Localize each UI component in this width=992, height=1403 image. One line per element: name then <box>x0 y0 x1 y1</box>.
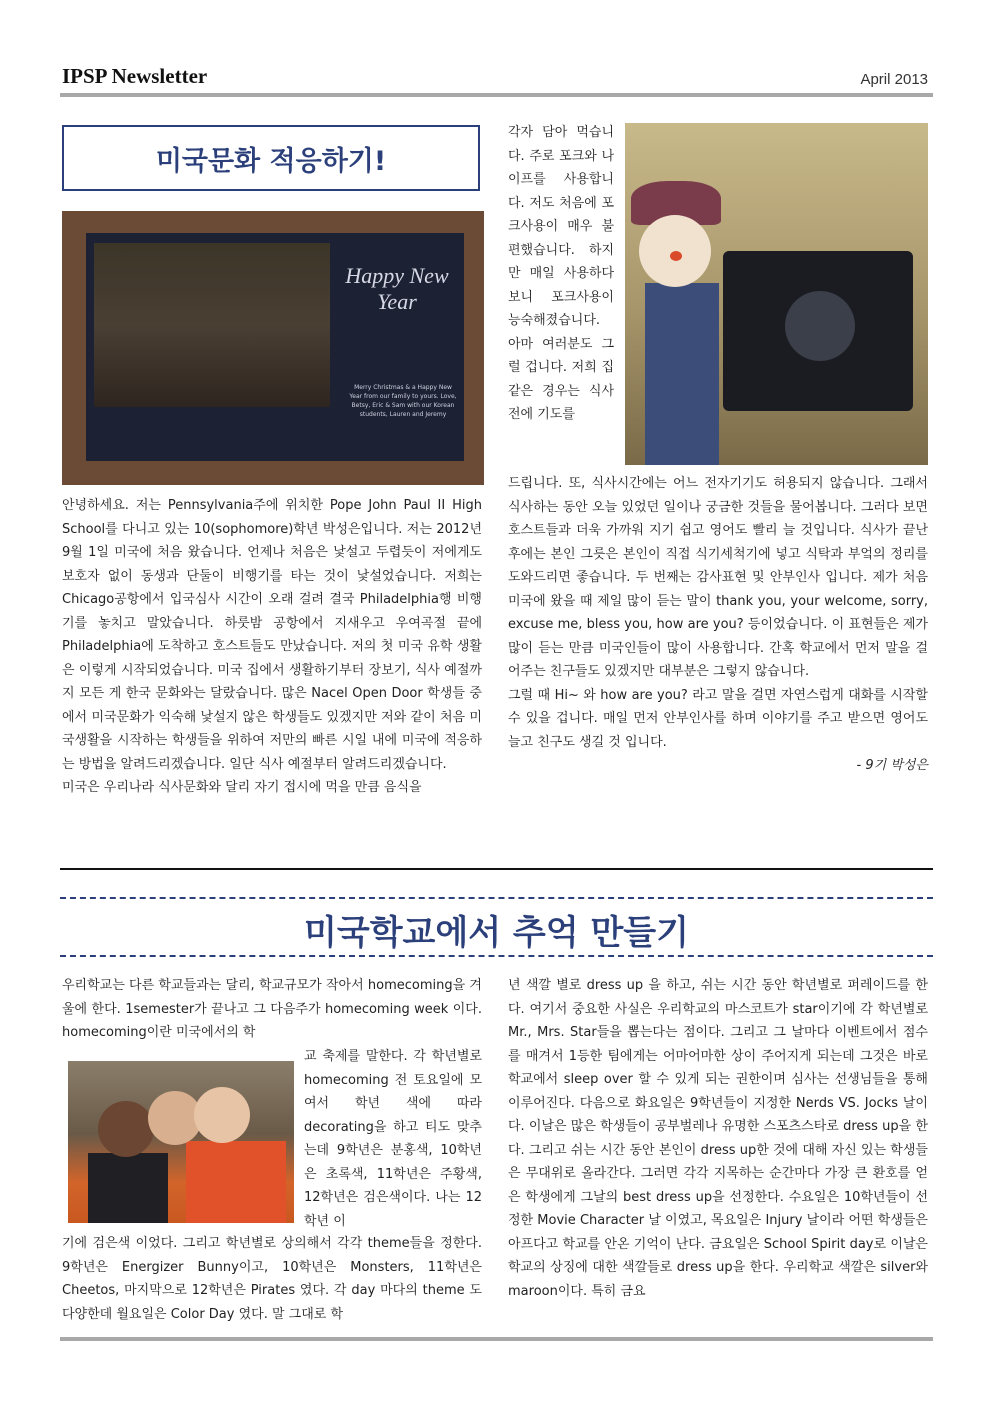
article2-col1-wrap: 교 축제를 말한다. 각 학년별로 homecoming 전 토요일에 모여서 학년 색에 따라 decorating을 하고 티도 맞추는데 9학년은 분홍색, 10학년은 초록색, 11학년은 주황색, 12학년은 검은색이다. 나는 12학년 이 <box>304 1049 482 1229</box>
article1-narrow-column: 각자 담아 먹습니다. 주로 포크와 나이프를 사용합니다. 저도 처음에 포크사용이 매우 불편했습니다. 하지만 매일 사용하다 보니 포크사용이 능숙해졌습니다. 아마 여러분도 그럴 겁니다. 저희 집 같은 경우는 식사 전에 기도를 <box>508 125 614 422</box>
student-shirt-orange <box>186 1141 286 1223</box>
article1-signature: - 9기 박성은 <box>856 758 928 773</box>
black-container <box>723 251 913 411</box>
card-greeting: Happy New Year <box>345 263 449 314</box>
container-window <box>785 291 855 361</box>
family-photo <box>94 243 330 407</box>
article1-col1-end: 미국은 우리나라 식사문화와 달리 자기 접시에 먹을 만큼 음식을 <box>62 780 422 795</box>
title-rule-top <box>60 897 933 899</box>
article1-col1-text: 안녕하세요. 저는 Pennsylvania주에 위치한 Pope John Paul II High School를 다니고 있는 10(sophomore)학년 박성은입니다. 저는 2012년 9월 1일 미국에 처음 왔습니다. 언제나 처음은 낯설고 두렵듯이 저에게도 보호자 없이 동생과 단둘이 비행기를 타는 것이 낯설었습니다. 저희는 Chicago공항에서 입국심사 시간이 오래 걸려 결국 Philadelphia행 비행기를 놓치고 말았습니다. 하룻밤 공항에서 지새우고 우여곡절 끝에 Philadelphia에 도착하고 호스트들도 만났습니다. 저의 첫 미국 유학 생활은 이렇게 시작되었습니다. 미국 집에서 생활하기부터 장보기, 식사 예절까지 모든 게 한국 문화와는 달랐습니다. 많은 Nacel Open Door 학생들 중에서 미국문화가 익숙해 낯설지 않은 학생들도 있겠지만 저와 같이 처음 미국생활을 시작하는 학생들을 위하여 저만의 빠른 시일 내에 미국에 적응하는 방법을 알려드리겠습니다. 일단 식사 예절부터 알려드리겠습니다. <box>62 498 482 772</box>
article-title-school: 미국학교에서 추억 만들기 <box>304 913 689 953</box>
issue-date: April 2013 <box>860 71 928 88</box>
scarecrow-body <box>645 283 719 465</box>
article1-col2-p2: 그럴 때 Hi~ 와 how are you? 라고 말을 걸면 자연스럽게 대화를 시작할 수 있을 겁니다. 매일 먼저 안부인사를 하며 이야기를 주고 받으면 영어도 늘고 친구도 생길 것 입니다. <box>508 687 928 750</box>
student-face <box>194 1087 250 1143</box>
students-photo <box>68 1061 294 1223</box>
article2-column2: 년 색깔 별로 dress up 을 하고, 쉬는 시간 동안 학년별로 퍼레이드를 한다. 여기서 중요한 사실은 우리학교의 마스코트가 star이기에 각 학년별로 Mr., Mrs. Star들을 뽑는다는 점이다. 그리고 그 날마다 이벤트에서 점수를 매겨서 1등한 팀에게는 어마어마한 상이 주어지게 되는데 그것은 바로 학교에서 sleep over 할 수 있게 되는 권한이며 심사는 선생님들을 통해 이루어진다. 다음으로 화요일은 9학년들이 지정한 Nerds VS. Jocks 날이다. 이날은 많은 학생들이 공부벌레나 유명한 스포츠스타로 dress up을 한다. 그리고 쉬는 시간 동안 본인이 dress up한 것에 대해 자신 있는 학생들은 무대위로 올라간다. 그러면 각각 지목하는 순간마다 가장 큰 환호를 얻은 학생에게 그날의 best dress up을 선정한다. 수요일은 10학년들이 선정한 Movie Character 날 이였고, 목요일은 Injury 날이라 어떤 학생들은 아프다고 학교를 안온 기억이 난다. 금요일은 School Spirit day로 이날은 학교의 상징에 대한 색깔들로 dress up을 한다. 우리학교 색깔은 silver와 maroon이다. 특히 금요 <box>508 978 928 1299</box>
title-rule-bottom <box>60 955 933 957</box>
holiday-card <box>86 233 464 461</box>
student-face <box>98 1101 154 1157</box>
article2-col1-bottom: 기에 검은색 이었다. 그리고 학년별로 상의해서 각각 theme들을 정한다. 9학년은 Energizer Bunny이고, 10학년은 Monsters, 11학년은 Cheetos, 마지막으로 12학년은 Pirates 였다. 각 day 마다의 theme 도 다양한데 월요일은 Color Day 였다. 말 그대로 학 <box>62 1236 482 1322</box>
student-shirt-black <box>88 1153 168 1223</box>
footer-divider <box>60 1337 933 1341</box>
scarecrow-head <box>639 215 711 287</box>
article1-col2-p1: 드립니다. 또, 식사시간에는 어느 전자기기도 허용되지 않습니다. 그래서 식사하는 동안 오늘 있었던 일이나 궁금한 것들을 물어봅니다. 그러다 보면 호스트들과 더욱 가까워 지기 쉽고 영어도 빨리 늘 것입니다. 식사가 끝난 후에는 본인 그릇은 본인이 직접 식기세척기에 넣고 식탁과 부엌의 정리를 도와드리면 좋습니다. 두 번째는 감사표현 및 안부인사 입니다. 제가 처음 미국에 왔을 때 제일 많이 듣는 말이 thank you, your welcome, sorry, excuse me, bless you, how are you? 등이었습니다. 이 표현들은 제가 많이 듣는 만큼 미국인들이 많이 사용합니다. 간혹 학교에서 먼저 말을 걸어주는 친구들도 있겠지만 대부분은 그렇지 않습니다. <box>508 476 928 679</box>
section-divider <box>60 868 933 870</box>
scarecrow-photo <box>625 123 928 465</box>
holiday-card-photo <box>62 211 484 485</box>
header-divider <box>60 93 933 97</box>
newsletter-title: IPSP Newsletter <box>62 64 208 88</box>
article2-col1-top: 우리학교는 다른 학교들과는 달리, 학교규모가 작아서 homecoming을 겨울에 한다. 1semester가 끝나고 그 다음주가 homecoming week 이다. homecoming이란 미국에서의 학 <box>62 978 482 1040</box>
card-message: Merry Christmas & a Happy New Year from our family to yours. Love, Betsy, Eric & Sam with our Korean students, Lauren and Jeremy <box>349 384 457 418</box>
article-title-culture: 미국문화 적응하기! <box>62 125 480 191</box>
article1-column1 <box>62 494 482 800</box>
article1-column2 <box>508 472 928 778</box>
scarecrow-nose <box>670 251 682 261</box>
